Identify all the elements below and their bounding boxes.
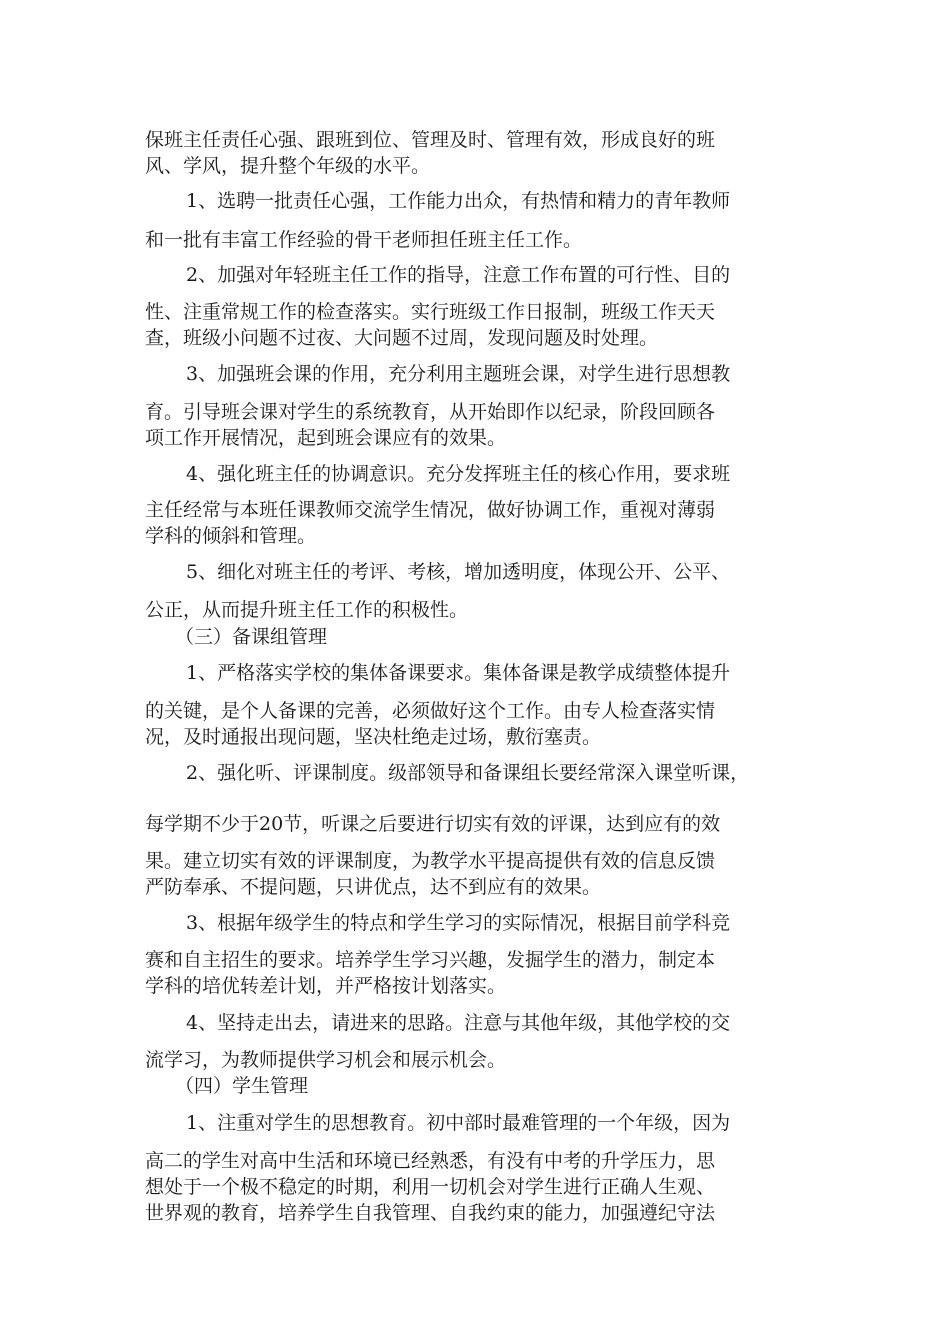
text-line: 2、加强对年轻班主任工作的指导，注意工作布置的可行性、目的	[186, 264, 731, 286]
text-line: 和一批有丰富工作经验的骨干老师担任班主任工作。	[145, 229, 583, 251]
text-line: 主任经常与本班任课教师交流学生情况，做好协调工作，重视对薄弱	[145, 499, 716, 521]
text-line: 4、坚持走出去，请进来的思路。注意与其他年级，其他学校的交	[186, 1012, 731, 1034]
text-line: 3、加强班会课的作用，充分利用主题班会课，对学生进行思想教	[186, 363, 731, 385]
text-line: 3、根据年级学生的特点和学生学习的实际情况，根据目前学科竞	[186, 912, 731, 934]
text-line: 4、强化班主任的协调意识。充分发挥班主任的核心作用，要求班	[186, 463, 731, 485]
text-line: 项工作开展情况，起到班会课应有的效果。	[145, 427, 507, 449]
text-line: 查，班级小问题不过夜、大问题不过周，发现问题及时处理。	[145, 327, 659, 349]
section-heading: （四）学生管理	[175, 1075, 309, 1097]
text-line: 学科的倾斜和管理。	[145, 525, 317, 547]
text-line: 性、注重常规工作的检查落实。实行班级工作日报制，班级工作天天	[145, 301, 716, 323]
text-line: 保班主任责任心强、跟班到位、管理及时、管理有效，形成良好的班	[145, 129, 716, 151]
text-line: 况，及时通报出现问题，坚决杜绝走过场，敷衍塞责。	[145, 726, 602, 748]
text-line: 果。建立切实有效的评课制度，为教学水平提高提供有效的信息反馈	[145, 850, 716, 872]
text-line: 风、学风，提升整个年级的水平。	[145, 155, 431, 177]
text-line: 流学习，为教师提供学习机会和展示机会。	[145, 1049, 507, 1071]
text-line: 5、细化对班主任的考评、考核，增加透明度，体现公开、公平、	[186, 561, 731, 583]
section-heading: （三）备课组管理	[175, 626, 328, 648]
text-line: 学科的培优转差计划，并严格按计划落实。	[145, 975, 507, 997]
text-line: 世界观的教育，培养学生自我管理、自我约束的能力，加强遵纪守法	[145, 1202, 716, 1224]
text-line: 严防奉承、不提问题，只讲优点，达不到应有的效果。	[145, 876, 602, 898]
text-line: 的关键，是个人备课的完善，必须做好这个工作。由专人检查落实情	[145, 700, 716, 722]
text-line: 每学期不少于20节，听课之后要进行切实有效的评课，达到应有的效	[145, 813, 721, 835]
text-line: 公正，从而提升班主任工作的积极性。	[145, 599, 469, 621]
text-line: 想处于一个极不稳定的时期，利用一切机会对学生进行正确人生观、	[145, 1176, 716, 1198]
text-line: 1、选聘一批责任心强，工作能力出众，有热情和精力的青年教师	[186, 190, 731, 212]
text-line: 1、严格落实学校的集体备课要求。集体备课是教学成绩整体提升	[186, 662, 731, 684]
text-line: 2、强化听、评课制度。级部领导和备课组长要经常深入课堂听课，	[186, 762, 750, 784]
text-line: 1、注重对学生的思想教育。初中部时最难管理的一个年级，因为	[186, 1112, 731, 1134]
text-line: 育。引导班会课对学生的系统教育，从开始即作以纪录，阶段回顾各	[145, 401, 716, 423]
text-line: 赛和自主招生的要求。培养学生学习兴趣，发掘学生的潜力，制定本	[145, 949, 716, 971]
text-line: 高二的学生对高中生活和环境已经熟悉，有没有中考的升学压力，思	[145, 1150, 716, 1172]
